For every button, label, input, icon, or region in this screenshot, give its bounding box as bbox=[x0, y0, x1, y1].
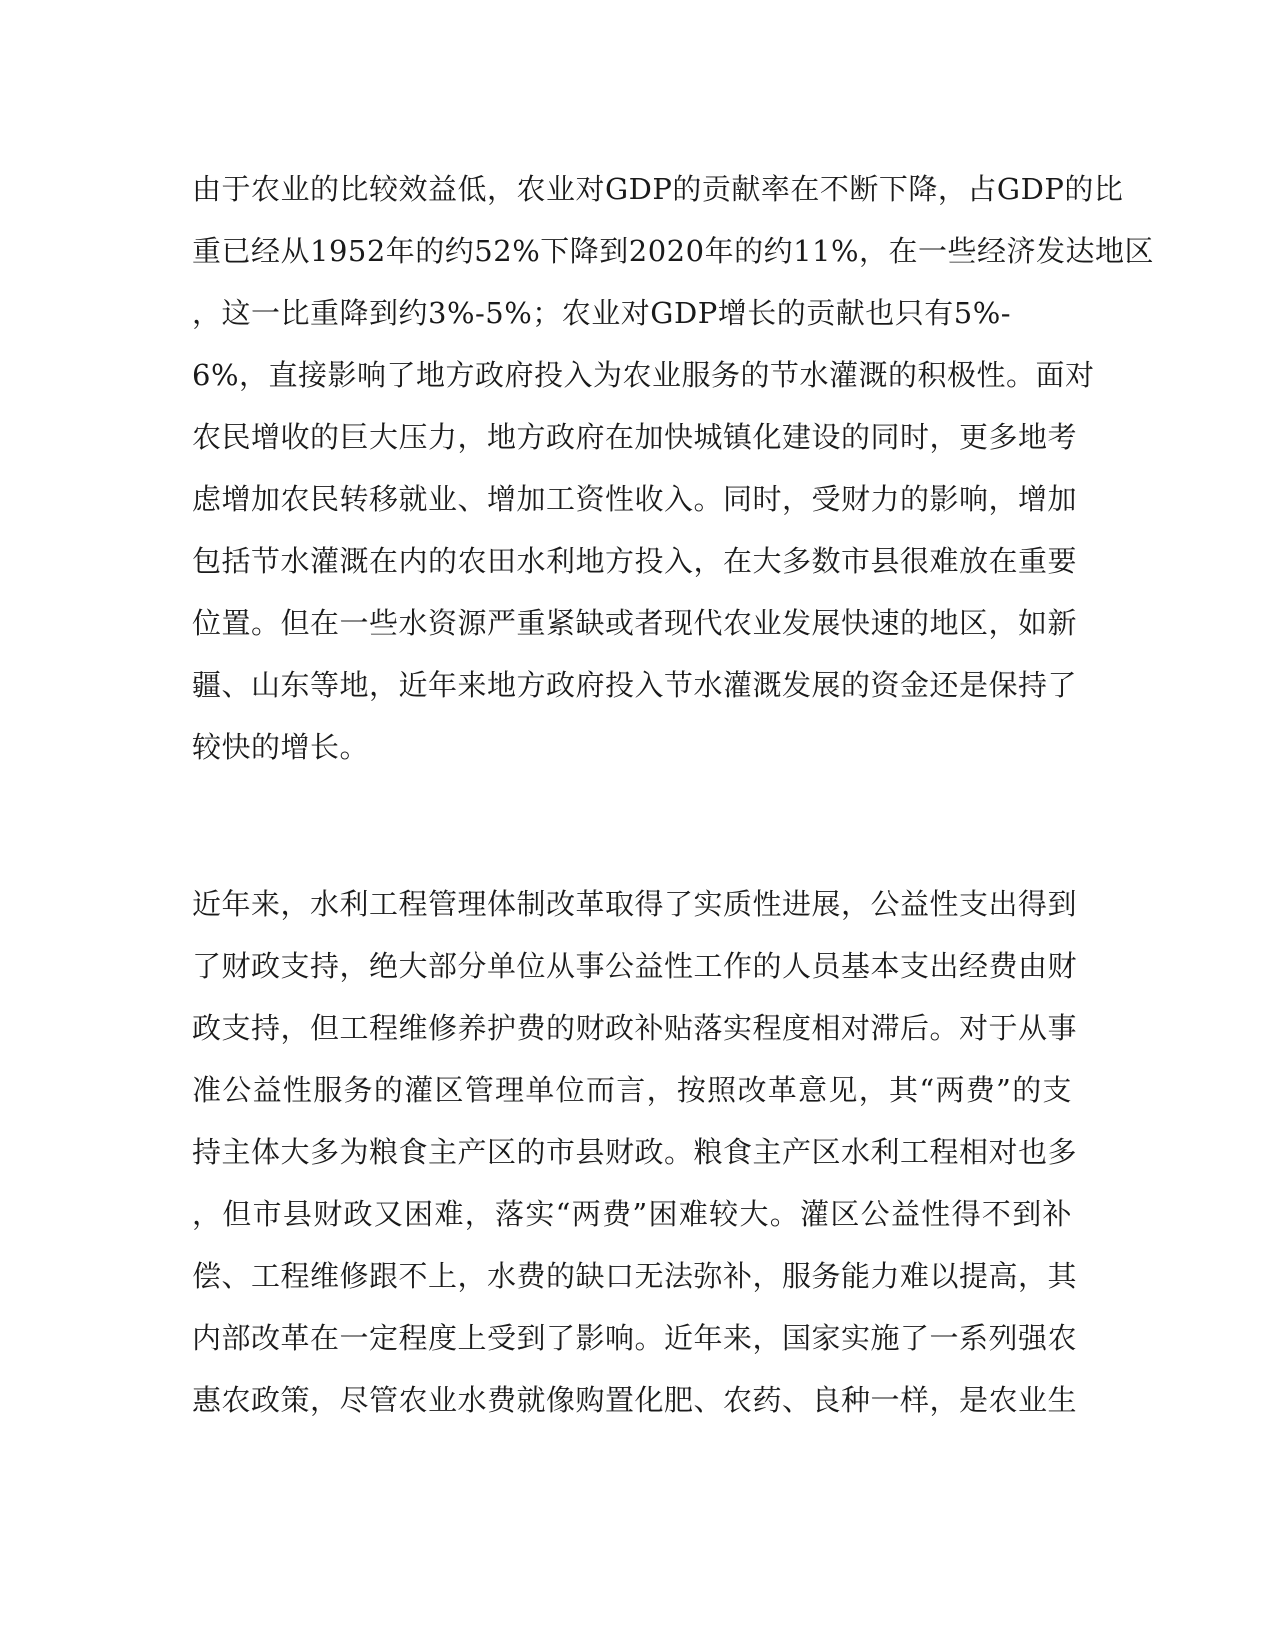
text-line: 惠农政策，尽管农业水费就像购置化肥、农药、良种一样，是农业生 bbox=[192, 1383, 1078, 1417]
paragraph-water-management-reform bbox=[192, 873, 1078, 1431]
text-line: 持主体大多为粮食主产区的市县财政。粮食主产区水利工程相对也多 bbox=[192, 1135, 1078, 1169]
text-line: 偿、工程维修跟不上，水费的缺口无法弥补，服务能力难以提高，其 bbox=[192, 1259, 1078, 1293]
text-line: 了财政支持，绝大部分单位从事公益性工作的人员基本支出经费由财 bbox=[192, 949, 1078, 983]
text-line: 虑增加农民转移就业、增加工资性收入。同时，受财力的影响，增加 bbox=[192, 482, 1078, 516]
text-line: 内部改革在一定程度上受到了影响。近年来，国家实施了一系列强农 bbox=[192, 1321, 1078, 1355]
paragraph-agriculture-gdp bbox=[192, 158, 1155, 778]
text-line: 准公益性服务的灌区管理单位而言，按照改革意见，其“两费”的支 bbox=[192, 1073, 1072, 1107]
text-line: 重已经从1952年的约52%下降到2020年的约11%，在一些经济发达地区 bbox=[192, 234, 1155, 268]
text-line: ，但市县财政又困难，落实“两费”困难较大。灌区公益性得不到补 bbox=[192, 1197, 1072, 1231]
text-line: 近年来，水利工程管理体制改革取得了实质性进展，公益性支出得到 bbox=[192, 887, 1078, 921]
text-line: ，这一比重降到约3%-5%；农业对GDP增长的贡献也只有5%- bbox=[192, 296, 1012, 330]
text-line: 疆、山东等地，近年来地方政府投入节水灌溉发展的资金还是保持了 bbox=[192, 668, 1078, 702]
text-line: 政支持，但工程维修养护费的财政补贴落实程度相对滞后。对于从事 bbox=[192, 1011, 1078, 1045]
text-line: 6%，直接影响了地方政府投入为农业服务的节水灌溉的积极性。面对 bbox=[192, 358, 1095, 392]
text-line: 位置。但在一些水资源严重紧缺或者现代农业发展快速的地区，如新 bbox=[192, 606, 1078, 640]
text-line: 由于农业的比较效益低，农业对GDP的贡献率在不断下降，占GDP的比 bbox=[192, 172, 1124, 206]
text-line: 农民增收的巨大压力，地方政府在加快城镇化建设的同时，更多地考 bbox=[192, 420, 1078, 454]
text-line: 较快的增长。 bbox=[192, 730, 370, 764]
text-line: 包括节水灌溉在内的农田水利地方投入，在大多数市县很难放在重要 bbox=[192, 544, 1078, 578]
